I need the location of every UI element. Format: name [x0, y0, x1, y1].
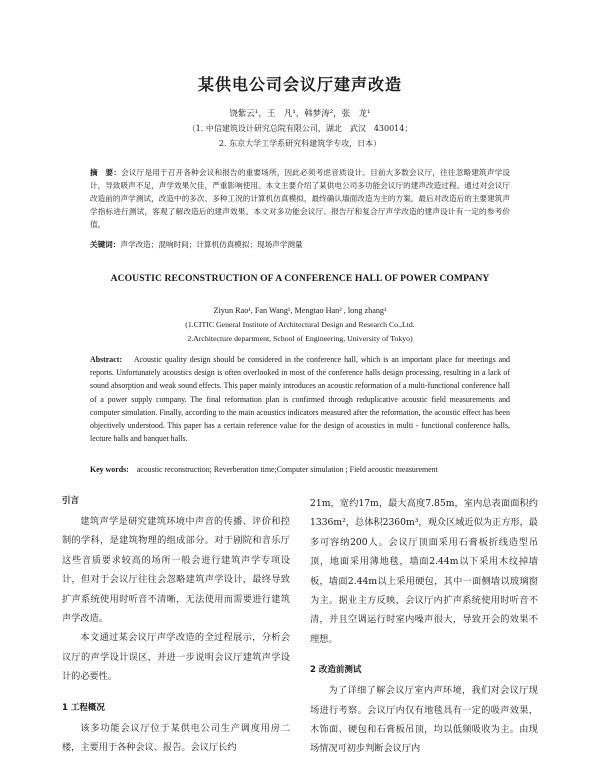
affiliation-en-1: (1.CITIC General Institute of Architectural Design and Research Co.,Ltd. — [185, 320, 415, 329]
affiliation-en-2: 2.Architecture department, School of Engineering, University of Tokyo) — [187, 334, 413, 343]
abstract-cn-label: 摘 要： — [90, 168, 122, 177]
affiliation-cn-1: （1. 中信建筑设计研究总院有限公司，湖北 武汉 430014； — [187, 124, 413, 133]
abstract-en-text: Acoustic quality design should be considered in the conference hall, which is an important place for meetings and reports. Unfortunately acoustics design is often overlooked in most of the conference halls design processing, resulting in a lack of sound absorption and weak sound effects. This paper mainly introduces an acoustic reformation of a multi-functional conference hall of a power supply company. The final reformation plan is confirmed through reduplicative acoustic field measurements and computer simulation. Finally, according to the main acoustics indicators measured after the reformation, the acoustic effect has been objectively understood. This paper has a certain reference value for the design of acoustics in multi - functional conference halls, lecture halls and banquet halls. — [90, 355, 510, 444]
section-heading-2: 2 改造前测试 — [310, 665, 362, 676]
affiliation-cn-2: 2. 东京大学工学系研究科建筑学专攻，日本） — [218, 139, 382, 148]
abstract-cn-text: 会议厅是用于召开各种会议和报告的重要场所，因此必须考虑音质设计。目前大多数会议厅，往往忽略建筑声学设计，导致吸声不足，声学效果欠佳，严重影响使用。本文主要介绍了某供电公司多功能会议厅的建声改造过程。通过对会议厅改造前的声学测试，改造中的多次、多种工况的计算机仿真模拟，最终确认墙面改造为主的方案。最后对改造后的主要建筑声学指标进行测试，客观了解改造后的建声效果。本文对多功能会议厅、报告厅和复合厅声学改造的建声设计有一定的参考价值。 — [90, 168, 510, 229]
authors-en: Ziyun Rao¹, Fan Wang¹, Mengtao Han² , long zhang¹ — [213, 306, 387, 315]
keywords-en — [90, 465, 510, 474]
section-1-paragraph: 该多功能会议厅位于某供电公司生产调度用房二楼，主要用于各种会议、报告。会议厅长约 — [62, 722, 290, 754]
abstract-cn — [90, 166, 510, 231]
keywords-cn-text: 声学改造；混响时间；计算机仿真模拟；现场声学测量 — [120, 240, 303, 249]
body-column-right — [310, 494, 538, 759]
paper-title-cn: 某供电公司会议厅建声改造 — [197, 75, 402, 94]
keywords-cn-label: 关键词： — [90, 240, 121, 249]
section-heading-1: 1 工程概况 — [62, 702, 105, 713]
paper-title-en: ACOUSTIC RECONSTRUCTION OF A CONFERENCE HALL OF POWER COMPANY — [110, 273, 490, 284]
keywords-cn — [90, 239, 510, 250]
intro-paragraph-2: 本文通过某会议厅声学改造的全过程展示，分析会议厅的声学设计误区，并进一步说明会议厅建筑声学设计的必要性。 — [62, 632, 290, 683]
section-1-paragraph-continued: 21m，宽约17m，最大高度7.85m，室内总表面面积约1336m²，总体积2360m³，观众区域近似为正方形，最多可容纳200人。会议厅顶面采用石膏板折线造型吊顶，地面采用薄地毯，墙面2.44m以下采用木纹掉墙板，墙面2.44m以上采用硬包，其中一面侧墙以玻璃窗为主。据业主方反映，会议厅内扩声系统使用时听音不清，并且空调运行时室内噪声很大，导致开会的效果不理想。 — [310, 498, 538, 645]
abstract-en-label: Abstract: — [90, 355, 122, 364]
section-2-paragraph: 为了详细了解会议厅室内声环境，我们对会议厅现场进行考察。会议厅内仅有地毯具有一定的吸声效果，木饰面、硬包和石膏板吊顶，均以低频吸收为主。由现场情况可初步判断会议厅内 — [310, 685, 538, 755]
body-column-left — [62, 494, 290, 757]
abstract-en — [90, 353, 510, 445]
authors-cn: 饶紫云¹，王 凡¹，韩梦涛²，张 龙¹ — [229, 109, 371, 119]
section-heading-intro: 引言 — [62, 496, 80, 506]
keywords-en-label: Key words: — [90, 465, 129, 474]
intro-paragraph-1: 建筑声学是研究建筑环境中声音的传播、评价和控制的学科，是建筑物理的组成部分。对于剧院和音乐厅这些音质要求较高的场所一般会进行建筑声学专项设计，但对于会议厅往往会忽略建筑声学设计，最终导致扩声系统使用时听音不清晰，无法使用而需要进行建筑声学改造。 — [62, 516, 290, 625]
keywords-en-text: acoustic reconstruction; Reverberation time;Computer simulation ; Field acoustic measurement — [136, 465, 438, 474]
